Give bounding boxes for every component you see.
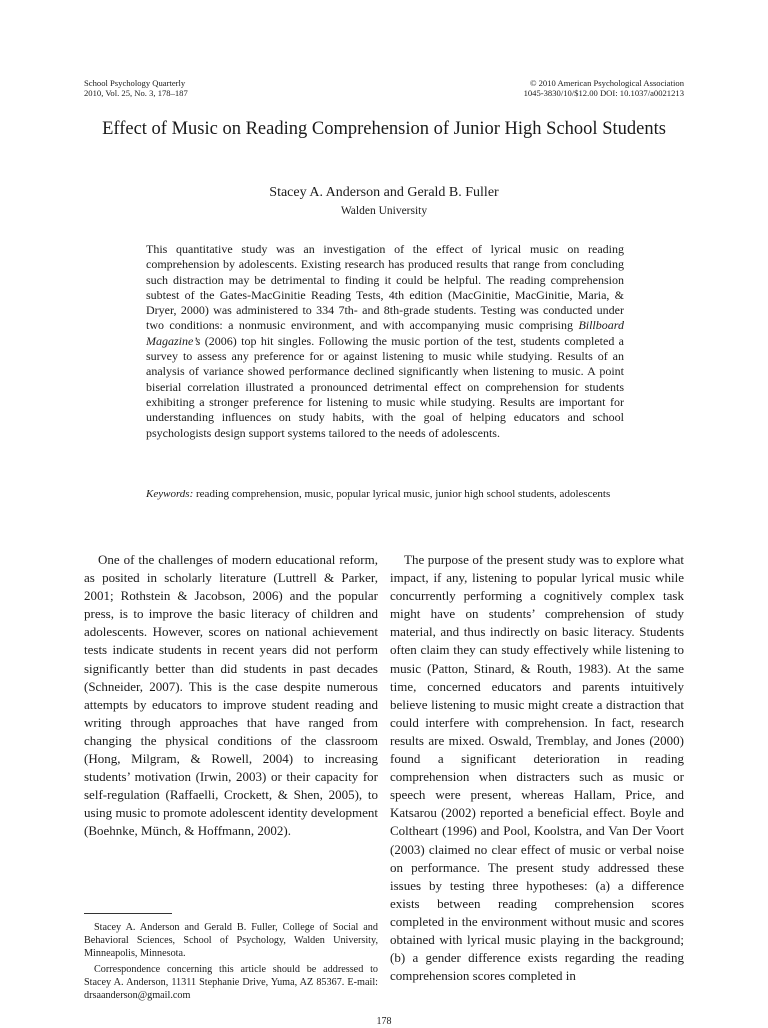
abstract-text-part1: This quantitative study was an investigation of the effect of lyrical music on reading comprehension by adolescents. Existing research has produced results that range from concluding such distraction may be detrimental to finding it could be helpful. The reading comprehension subtest of the Gates-MacGinitie Reading Tests, 4th edition (MacGinitie, MacGinitie, Maria, & Dryer, 2000) was administered to 334 7th- and 8th-grade students. Testing was conducted under two conditions: a nonmusic environment, and with accompanying music comprising: [146, 242, 624, 333]
page-number: 178: [376, 1016, 392, 1027]
footnote-affiliation: Stacey A. Anderson and Gerald B. Fuller, College of Social and Behavioral Sciences, School of Psychology, Walden University, Minneapolis, Minnesota.: [84, 922, 378, 959]
author-affiliation: Walden University: [340, 205, 428, 217]
keywords: [146, 487, 624, 502]
author-names: Stacey A. Anderson and Gerald B. Fuller: [269, 185, 499, 200]
copyright-block: [524, 78, 684, 98]
journal-citation: [84, 78, 188, 98]
abstract-italic-title: Billboard Magazine’s: [146, 318, 624, 348]
journal-volume: 2010, Vol. 25, No. 3, 178–187: [84, 88, 188, 98]
footnote-correspondence: Correspondence concerning this article should be addressed to Stacey A. Anderson, 11311 Stephanie Drive, Yuma, AZ 85367. E-mail: drsaanderson@gmail.com: [84, 964, 378, 1001]
doi-line: 1045-3830/10/$12.00 DOI: 10.1037/a0021213: [523, 88, 684, 98]
keywords-label: Keywords:: [146, 488, 194, 500]
body-left-column: One of the challenges of modern educational reform, as posited in scholarly literature (Luttrell & Parker, 2001; Rothstein & Jacobson, 2006) and the popular press, is to improve the basic literacy of children and adolescents. However, scores on national achievement tests indicate students in recent years did not perform significantly better than did students in past decades (Schneider, 2007). This is the case despite numerous attempts by educators to improve student reading and writing through approaches that have ranged from changing the physical conditions of the classroom (Hong, Milgram, & Rowell, 2004) to increasing students’ motivation (Irwin, 2003) or their capacity for self-regulation (Raffaelli, Crockett, & Shen, 2005), to using music to promote adolescent identity development (Boehnke, Münch, & Hoffmann, 2002).: [84, 552, 378, 839]
copyright-notice: © 2010 American Psychological Association: [529, 78, 684, 88]
keywords-text: reading comprehension, music, popular lyrical music, junior high school students, adolescents: [193, 488, 611, 500]
footnote-divider: [84, 913, 172, 914]
abstract-text-part2: (2006) top hit singles. Following the music portion of the test, students completed a survey to assess any preference for or against listening to music while studying. Results of an analysis of variance showed performance declined significantly when listening to music. A point biserial correlation illustrated a pronounced detrimental effect on comprehension for students exhibiting a stronger preference for listening to music while studying. Results are important for understanding influences on study habits, with the goal of helping educators and school psychologists design support systems tailored to the needs of adolescents.: [146, 333, 624, 440]
journal-name: School Psychology Quarterly: [84, 78, 186, 88]
abstract: [146, 242, 624, 441]
article-title: Effect of Music on Reading Comprehension of Junior High School Students: [102, 119, 666, 139]
body-right-column: The purpose of the present study was to explore what impact, if any, listening to popular lyrical music while concurrently performing a cognitively complex task might have on students’ comprehension of study material, and thus indirectly on basic literacy. Students often claim they can study effectively while listening to music (Patton, Stinard, & Routh, 1983). At the same time, concerned educators and parents intuitively believe listening to music might create a distraction that could interfere with comprehension. In fact, research results are mixed. Oswald, Tremblay, and Jones (2000) found a significant deterioration in reading comprehension when distracters such as music or speech were present, whereas Hallam, Price, and Katsarou (2002) reported a beneficial effect. Boyle and Coltheart (1996) and Pool, Koolstra, and Van Der Voort (2003) claimed no clear effect of music or verbal noise on performance. The present study addressed these issues by testing three hypotheses: (a) a difference exists between reading comprehension scores completed in the environment without music and scores obtained with lyrical music playing in the background; (b) a gender difference exists regarding the reading comprehension scores completed in: [390, 552, 684, 984]
